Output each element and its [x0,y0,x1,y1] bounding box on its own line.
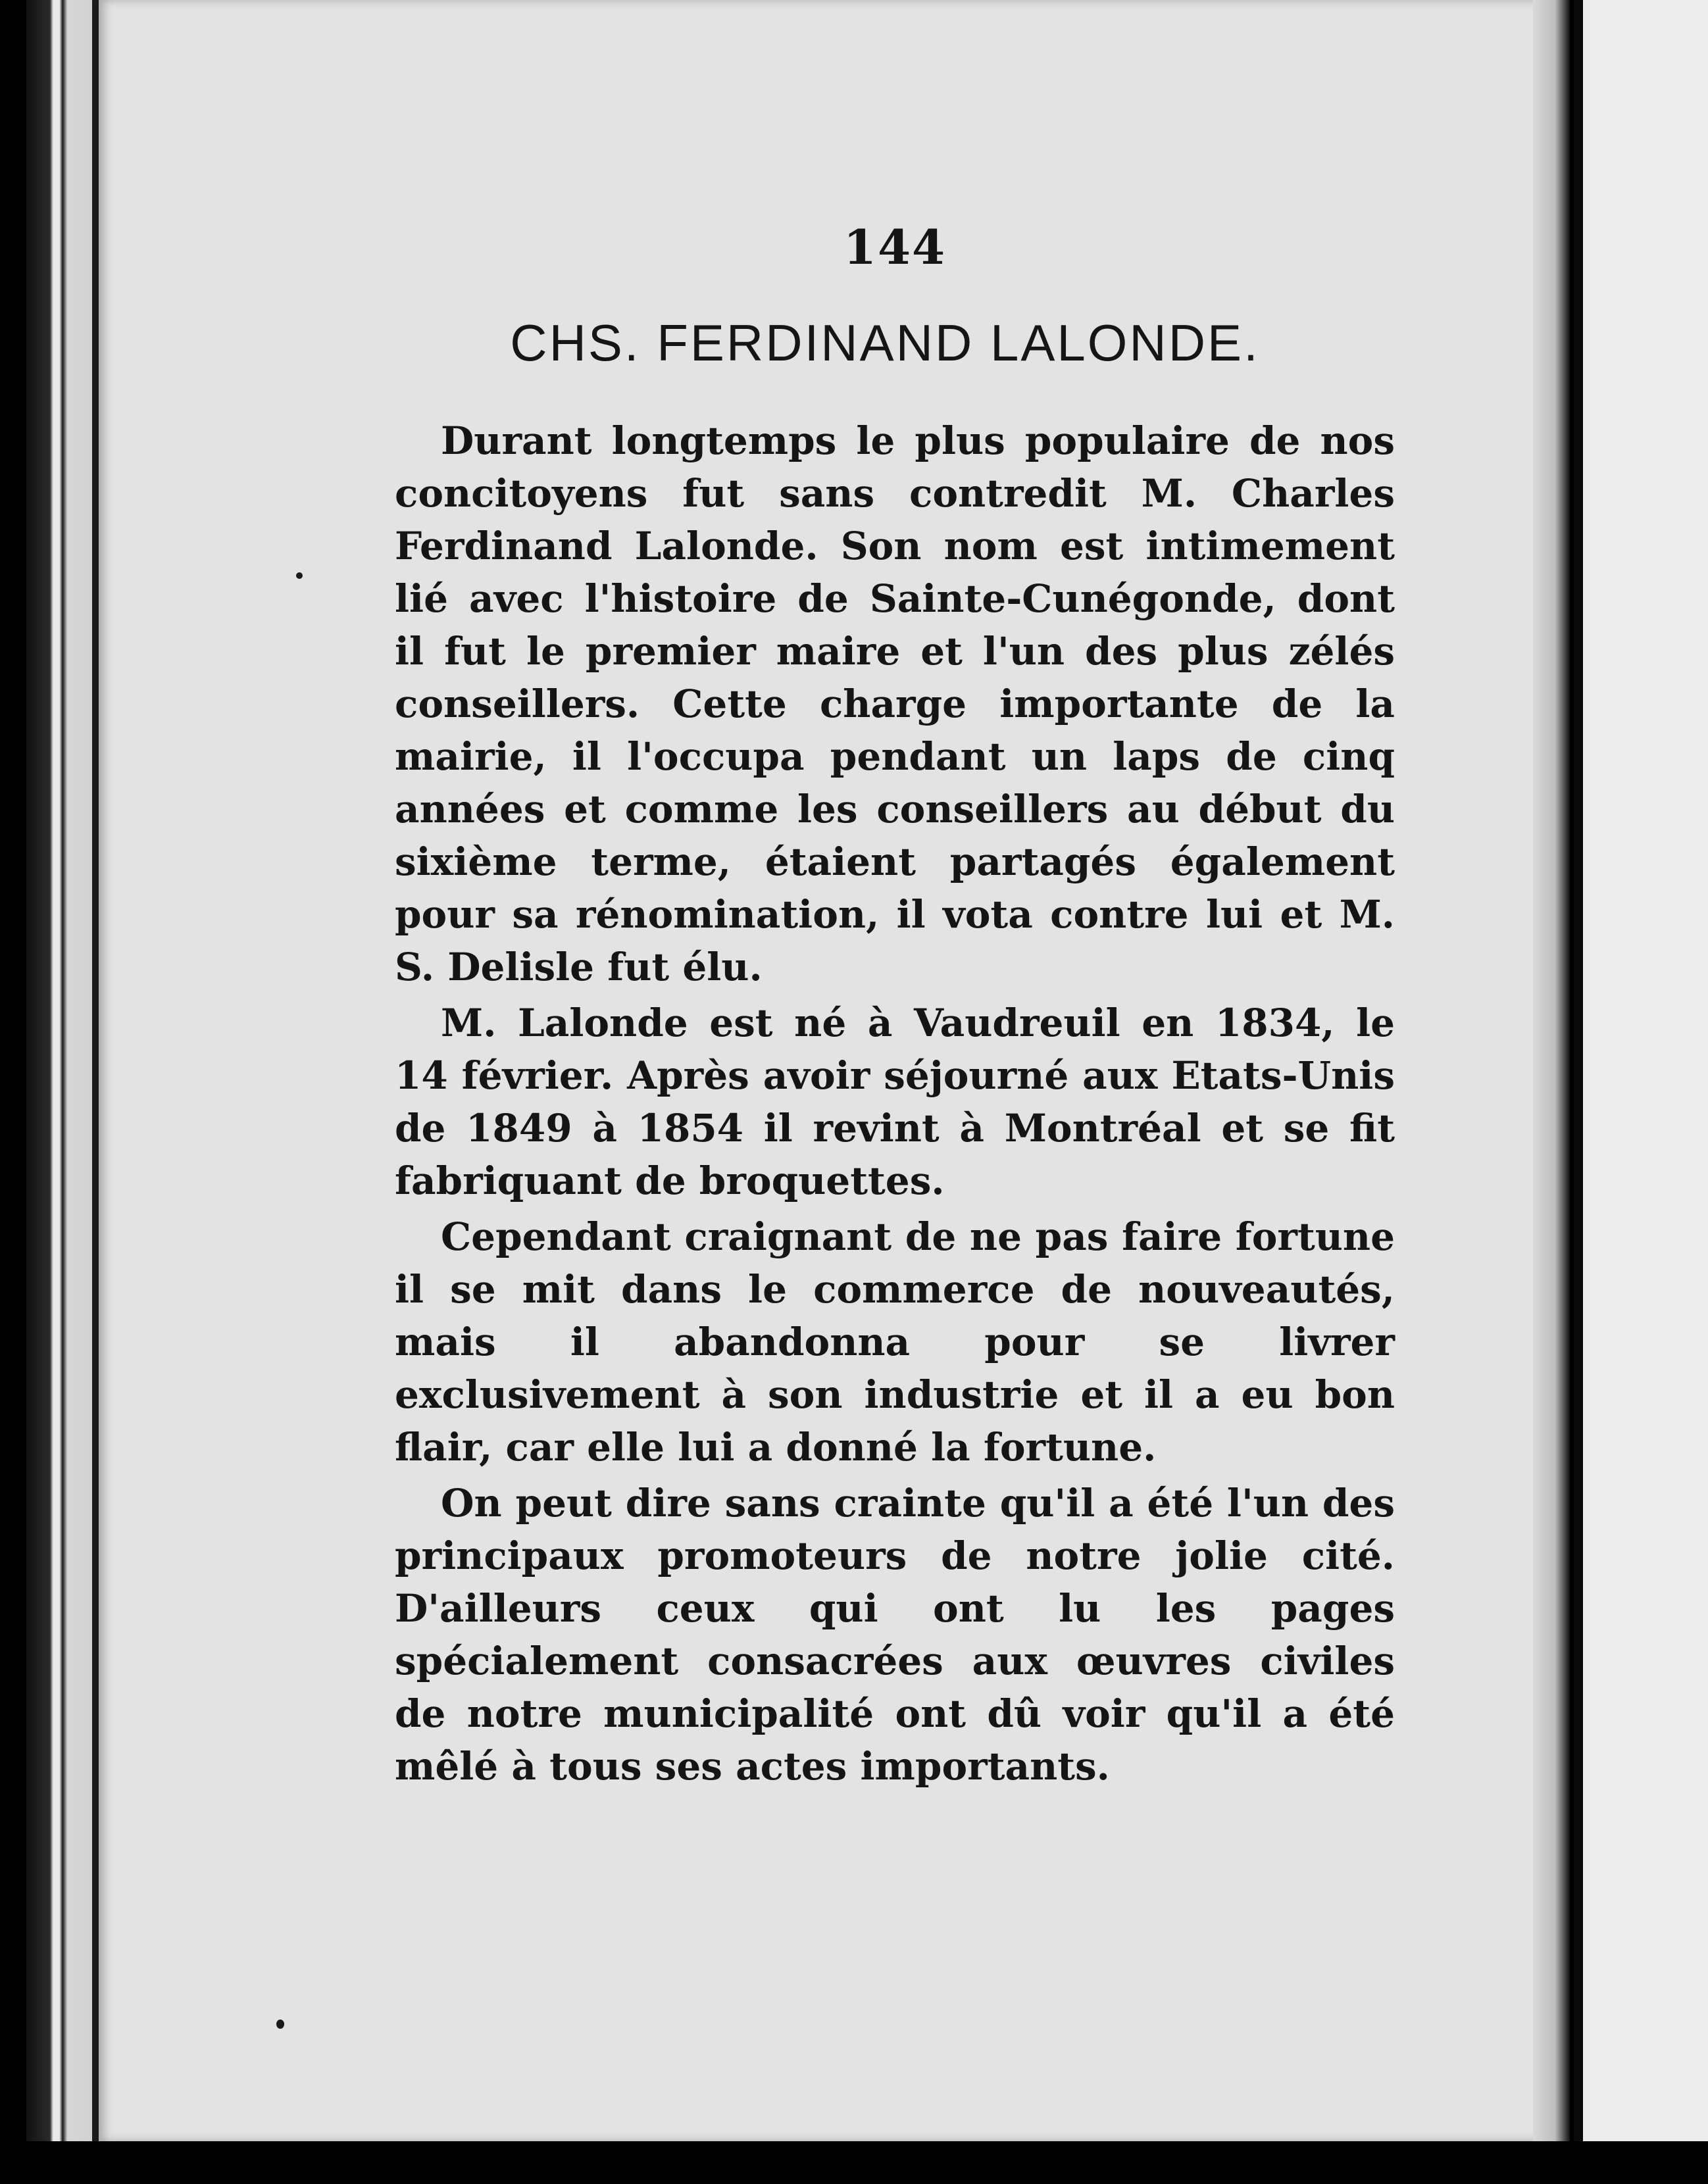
paragraph-2: M. Lalonde est né à Vaudreuil en 1834, le 14 février. Après avoir séjourné aux Etats-Unis de 1849 à 1854 il revint à Montréal et se fit fabriquant de broquettes. [395,1001,1395,1203]
paragraph-1: Durant longtemps le plus populaire de nos concitoyens fut sans contredit M. Charles Ferdinand Lalonde. Son nom est intimement lié avec l'histoire de Sainte-Cunégonde, dont il fut le premier maire et l'un des plus zélés conseillers. Cette charge importante de la mairie, il l'occupa pendant un laps de cinq années et comme les conseillers au début du sixième terme, étaient partagés également pour sa rénomination, il vota contre lui et M. S. Delisle fut élu. [395,418,1395,989]
paragraph-4: On peut dire sans crainte qu'il a été l'un des principaux promoteurs de notre jolie cité. D'ailleurs ceux qui ont lu les pages spécialement consacrées aux œuvres civiles de notre municipalité ont dû voir qu'il a été mêlé à tous ses actes importants. [395,1481,1395,1789]
paragraph-3: Cependant craignant de ne pas faire fortune il se mit dans le commerce de nouveautés, mais il abandonna pour se livrer exclusivement à son industrie et il a eu bon flair, car elle lui a donné la fortune. [395,1214,1395,1470]
page-content [395,219,1395,1796]
ink-speck [276,2020,284,2029]
adjacent-page-edge [1574,0,1708,2141]
scan-bottom-edge [0,2141,1708,2184]
page-number: 144 [843,219,947,275]
page-gutter [1533,0,1570,2141]
ink-speck [296,572,303,579]
chapter-title: CHS. FERDINAND LALONDE. [510,314,1260,372]
